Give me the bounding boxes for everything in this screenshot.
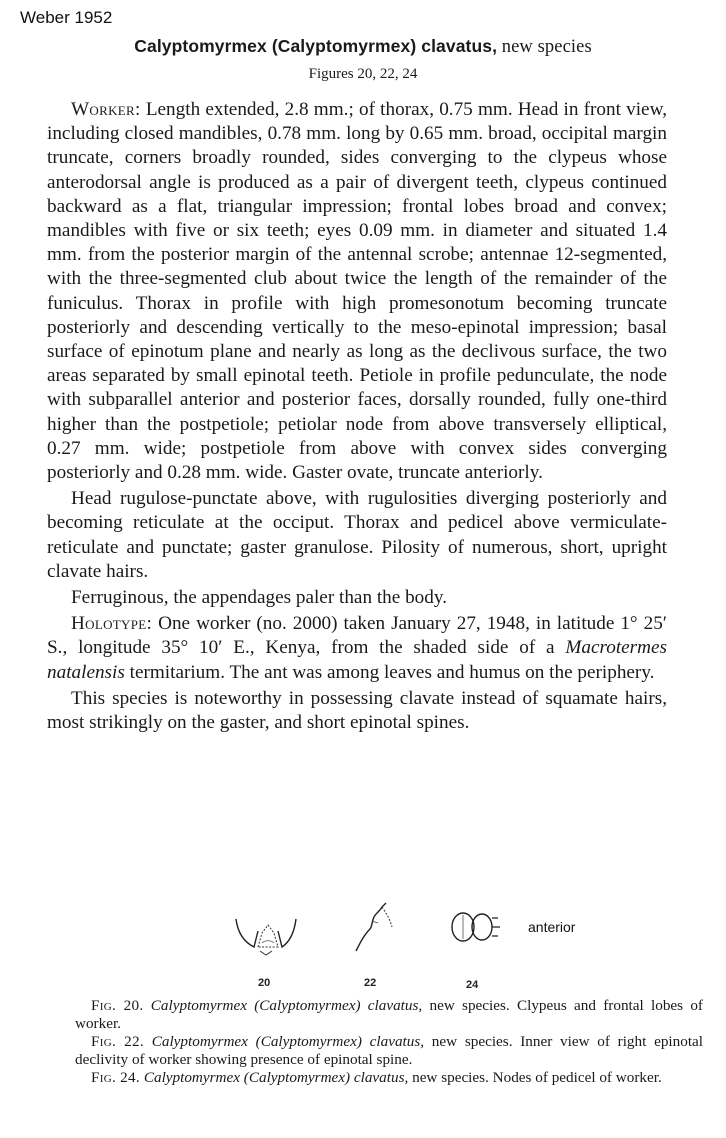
fig22-number: 22 [364, 977, 377, 989]
sculpture-paragraph: Head rugulose-punctate above, with rugulosities diverging posteriorly and becoming reticulate at the occiput. Thorax and pedicel above vermiculate-reticulate and punctate; gaster granulose. Pilosity of numerous, short, upright clavate hairs. [47, 488, 667, 582]
holotype-text-1: One worker (no. 2000) taken January 27, 1948, in latitude 1° 25′ S., longitude 35° 10′ E., Kenya, from the shaded side of a [47, 613, 667, 659]
fig20-number: 20 [258, 977, 271, 989]
caption-fig22-text: new species. Inner view of right epinotal declivity of worker showing presence of epinotal spine. [75, 1033, 704, 1068]
holotype-text-2: termitarium. The ant was among leaves and humus on the periphery. [124, 661, 655, 683]
worker-paragraph [47, 98, 667, 485]
description-body [47, 98, 667, 737]
worker-label: Worker: [71, 99, 141, 120]
holotype-paragraph [47, 612, 667, 685]
fig22-epinotal-drawing [350, 901, 396, 953]
worker-text: Length extended, 2.8 mm.; of thorax, 0.75 mm. Head in front view, including closed mandibles, 0.78 mm. long by 0.65 mm. broad, occipital margin truncate, corners broadly rounded, sides converging to the clypeus whose anterodorsal angle is produced as a pair of divergent teeth, clypeus continued backward as a flat, triangular impression; frontal lobes broad and convex; mandibles with five or six teeth; eyes 0.09 mm. in diameter and situated 1.4 mm. from the posterior margin of the antennal scrobe; antennae 12-segmented, with the three-segmented club about twice the length of the remainder of the funiculus. Thorax in profile with high promesonotum becoming truncate posteriorly and descending vertically to the meso-epinotal impression; basal surface of epinotum plane and nearly as long as the declivous surface, the two areas separated by small epinotal teeth. Petiole in profile pedunculate, the node with subparallel anterior and posterior faces, dorsally rounded, fully one-third higher than the postpetiole; petiolar node from above transversely elliptical, 0.27 mm. wide; postpetiole from above with convex sides converging posteriorly and 0.28 mm. wide. Gaster ovate, truncate anteriorly. [47, 99, 667, 484]
caption-fig20-label: Fig. 20. [91, 997, 144, 1014]
caption-fig20-taxon: Calyptomyrmex (Calyptomyrmex) clavatus, [150, 997, 423, 1014]
holotype-label: Holotype: [71, 613, 153, 635]
figure-strip [0, 895, 726, 995]
caption-fig22-label: Fig. 22. [91, 1033, 144, 1051]
species-title [0, 36, 726, 58]
caption-fig22-taxon: Calyptomyrmex (Calyptomyrmex) clavatus, [151, 1033, 425, 1051]
fig24-number: 24 [466, 979, 479, 991]
fig24-pedicel-drawing [448, 909, 502, 945]
caption-fig20-text: new species. Clypeus and frontal lobes of worker. [75, 997, 703, 1032]
source-label: Weber 1952 [20, 8, 113, 27]
caption-fig24 [75, 1069, 703, 1087]
caption-fig22 [75, 1033, 703, 1068]
caption-fig20 [75, 997, 703, 1032]
remarks-paragraph: This species is noteworthy in possessing clavate instead of squamate hairs, most strikingly on the gaster, and short epinotal spines. [47, 687, 667, 734]
caption-fig24-text: new species. Nodes of pedicel of worker. [408, 1069, 662, 1087]
figure-captions [75, 997, 703, 1088]
figure-references: Figures 20, 22, 24 [308, 66, 418, 82]
fig20-clypeus-drawing [232, 913, 300, 957]
species-status: new species [497, 37, 592, 57]
caption-fig24-taxon: Calyptomyrmex (Calyptomyrmex) clavatus, [143, 1069, 409, 1087]
color-paragraph: Ferruginous, the appendages paler than the body. [71, 587, 448, 609]
species-name: Calyptomyrmex (Calyptomyrmex) clavatus, [134, 36, 498, 56]
anterior-label: anterior [528, 919, 576, 935]
caption-fig24-label: Fig. 24. [91, 1069, 141, 1087]
host-species-name: Macrotermes natalensis [47, 637, 667, 683]
